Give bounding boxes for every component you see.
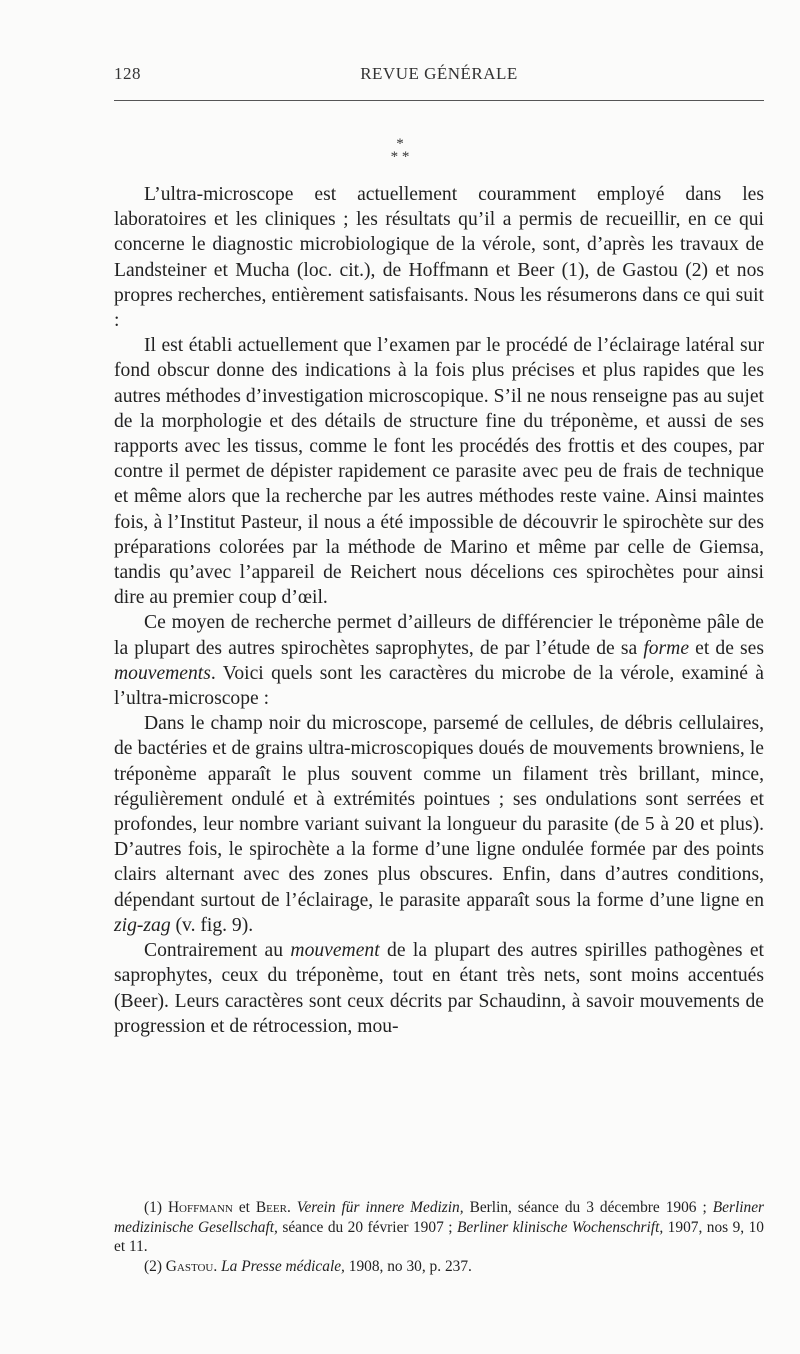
italic-run: forme	[643, 637, 690, 659]
text-run: Dans le champ noir du microscope, parsemé de cellules, de débris cellulaires, de bactéries et de grains ultra-microscopiques doués de mouvements browniens, le tréponème apparaît le plus souvent comme un filament très brillant, mince, régulièrement ondulé et à extrémités pointues ; ses ondulations sont serrées et profondes, leur nombre variant suivant la longueur du parasite (de 5 à 20 et plus). D’autres fois, le spirochète a la forme d’une ligne ondulée formée par des points clairs alternant avec des zones plus obscures. Enfin, dans d’autres conditions, dépendant surtout de l’éclairage, le parasite apparaît sous la forme d’une ligne en	[114, 713, 764, 911]
text-run: . Voici quels sont les caractères du microbe de la vérole, examiné à l’ultra-microscope :	[114, 662, 764, 710]
small-caps-run: Hoffmann	[167, 1199, 233, 1216]
footnote-fn2	[114, 1257, 764, 1277]
italic-run: Berliner medizinische Gesellschaft,	[114, 1199, 765, 1236]
paragraph-p1	[114, 182, 764, 333]
text-run: et de ses	[689, 637, 764, 659]
italic-run: zig-zag	[114, 914, 171, 936]
footnotes	[114, 1198, 764, 1276]
paragraph-p3	[114, 610, 764, 711]
text-run: L’ultra-microscope est actuellement couramment employé dans les laboratoires et les cliniques ; les résultats qu’il a permis de recueillir, en ce qui concerne le diagnostic microbiologique de la vérole, sont, d’après les travaux de Landsteiner et Mucha (loc. cit.), de Hoffmann et Beer (1), de Gastou (2) et nos propres recherches, entièrement satisfaisants. Nous les résumerons dans ce qui suit :	[114, 184, 764, 332]
paragraph-p4	[114, 711, 764, 938]
text-run: Contrairement au	[144, 940, 291, 962]
text-run: Berlin, séance du 3 décembre 1906 ;	[463, 1199, 713, 1216]
italic-run: mouvement	[290, 940, 380, 962]
small-caps-run: Beer	[255, 1199, 287, 1216]
header-rule	[114, 100, 764, 101]
text-run: et	[232, 1199, 256, 1216]
italic-run: Verein für innere Medizin,	[296, 1199, 464, 1216]
text-run: Il est établi actuellement que l’examen par le procédé de l’éclairage latéral sur fond obscur donne des indications à la fois plus précises et plus rapides que les autres méthodes d’investigation microscopique. S’il ne nous renseigne pas au sujet de la morphologie et des détails de structure fine du tréponème, et aussi de ses rapports avec les tissus, comme le font les procédés des frottis et des coupes, par contre il permet de dépister rapidement ce parasite avec peu de frais de technique et même alors que la recherche par les autres méthodes reste vaine. Ainsi maintes fois, à l’Institut Pasteur, il nous a été impossible de découvrir le spirochète sur des préparations colorées par la méthode de Marino et même par celle de Giemsa, tandis qu’avec l’appareil de Reichert nous décelions ces spirochètes pour ainsi dire au premier coup d’œil.	[114, 335, 764, 609]
section-asterism	[0, 138, 800, 164]
running-title: REVUE GÉNÉRALE	[360, 64, 518, 83]
text-run: 1907, nos 9, 10 et 11.	[114, 1218, 764, 1255]
footnote-fn1	[114, 1198, 764, 1257]
text-run: 1908, no 30, p. 237.	[344, 1257, 472, 1275]
text-run: de la plupart des autres spirilles pathogènes et saprophytes, ceux du tréponème, tout en étant très nets, sont moins accentués (Beer). Leurs caractères sont ceux décrits par Schaudinn, à savoir mouvements de progression et de rétrocession, mou-	[114, 940, 764, 1037]
text-run: Ce moyen de recherche permet d’ailleurs de différencier le tréponème pâle de la plupart des autres spirochètes saprophytes, de par l’étude de sa	[114, 612, 764, 659]
italic-run: Berliner klinische Wochenschrift,	[456, 1218, 664, 1236]
paragraph-p2	[114, 333, 764, 610]
italic-run: mouvements	[114, 662, 211, 684]
text-run: (1)	[144, 1199, 168, 1216]
text-run: .	[213, 1257, 222, 1275]
text-run: séance du 20 février 1907 ;	[277, 1218, 457, 1236]
page-header	[114, 58, 764, 88]
paragraph-p5	[114, 938, 764, 1039]
asterism-bottom: * *	[390, 149, 410, 165]
asterism-top: *	[396, 136, 404, 152]
page-number: 128	[114, 64, 141, 83]
small-caps-run: Gastou	[165, 1257, 214, 1275]
body-text	[114, 182, 764, 1039]
italic-run: La Presse médicale,	[221, 1257, 345, 1275]
text-run: (v. fig. 9).	[170, 914, 254, 936]
text-run: (2)	[144, 1257, 166, 1275]
text-run: .	[286, 1199, 297, 1216]
